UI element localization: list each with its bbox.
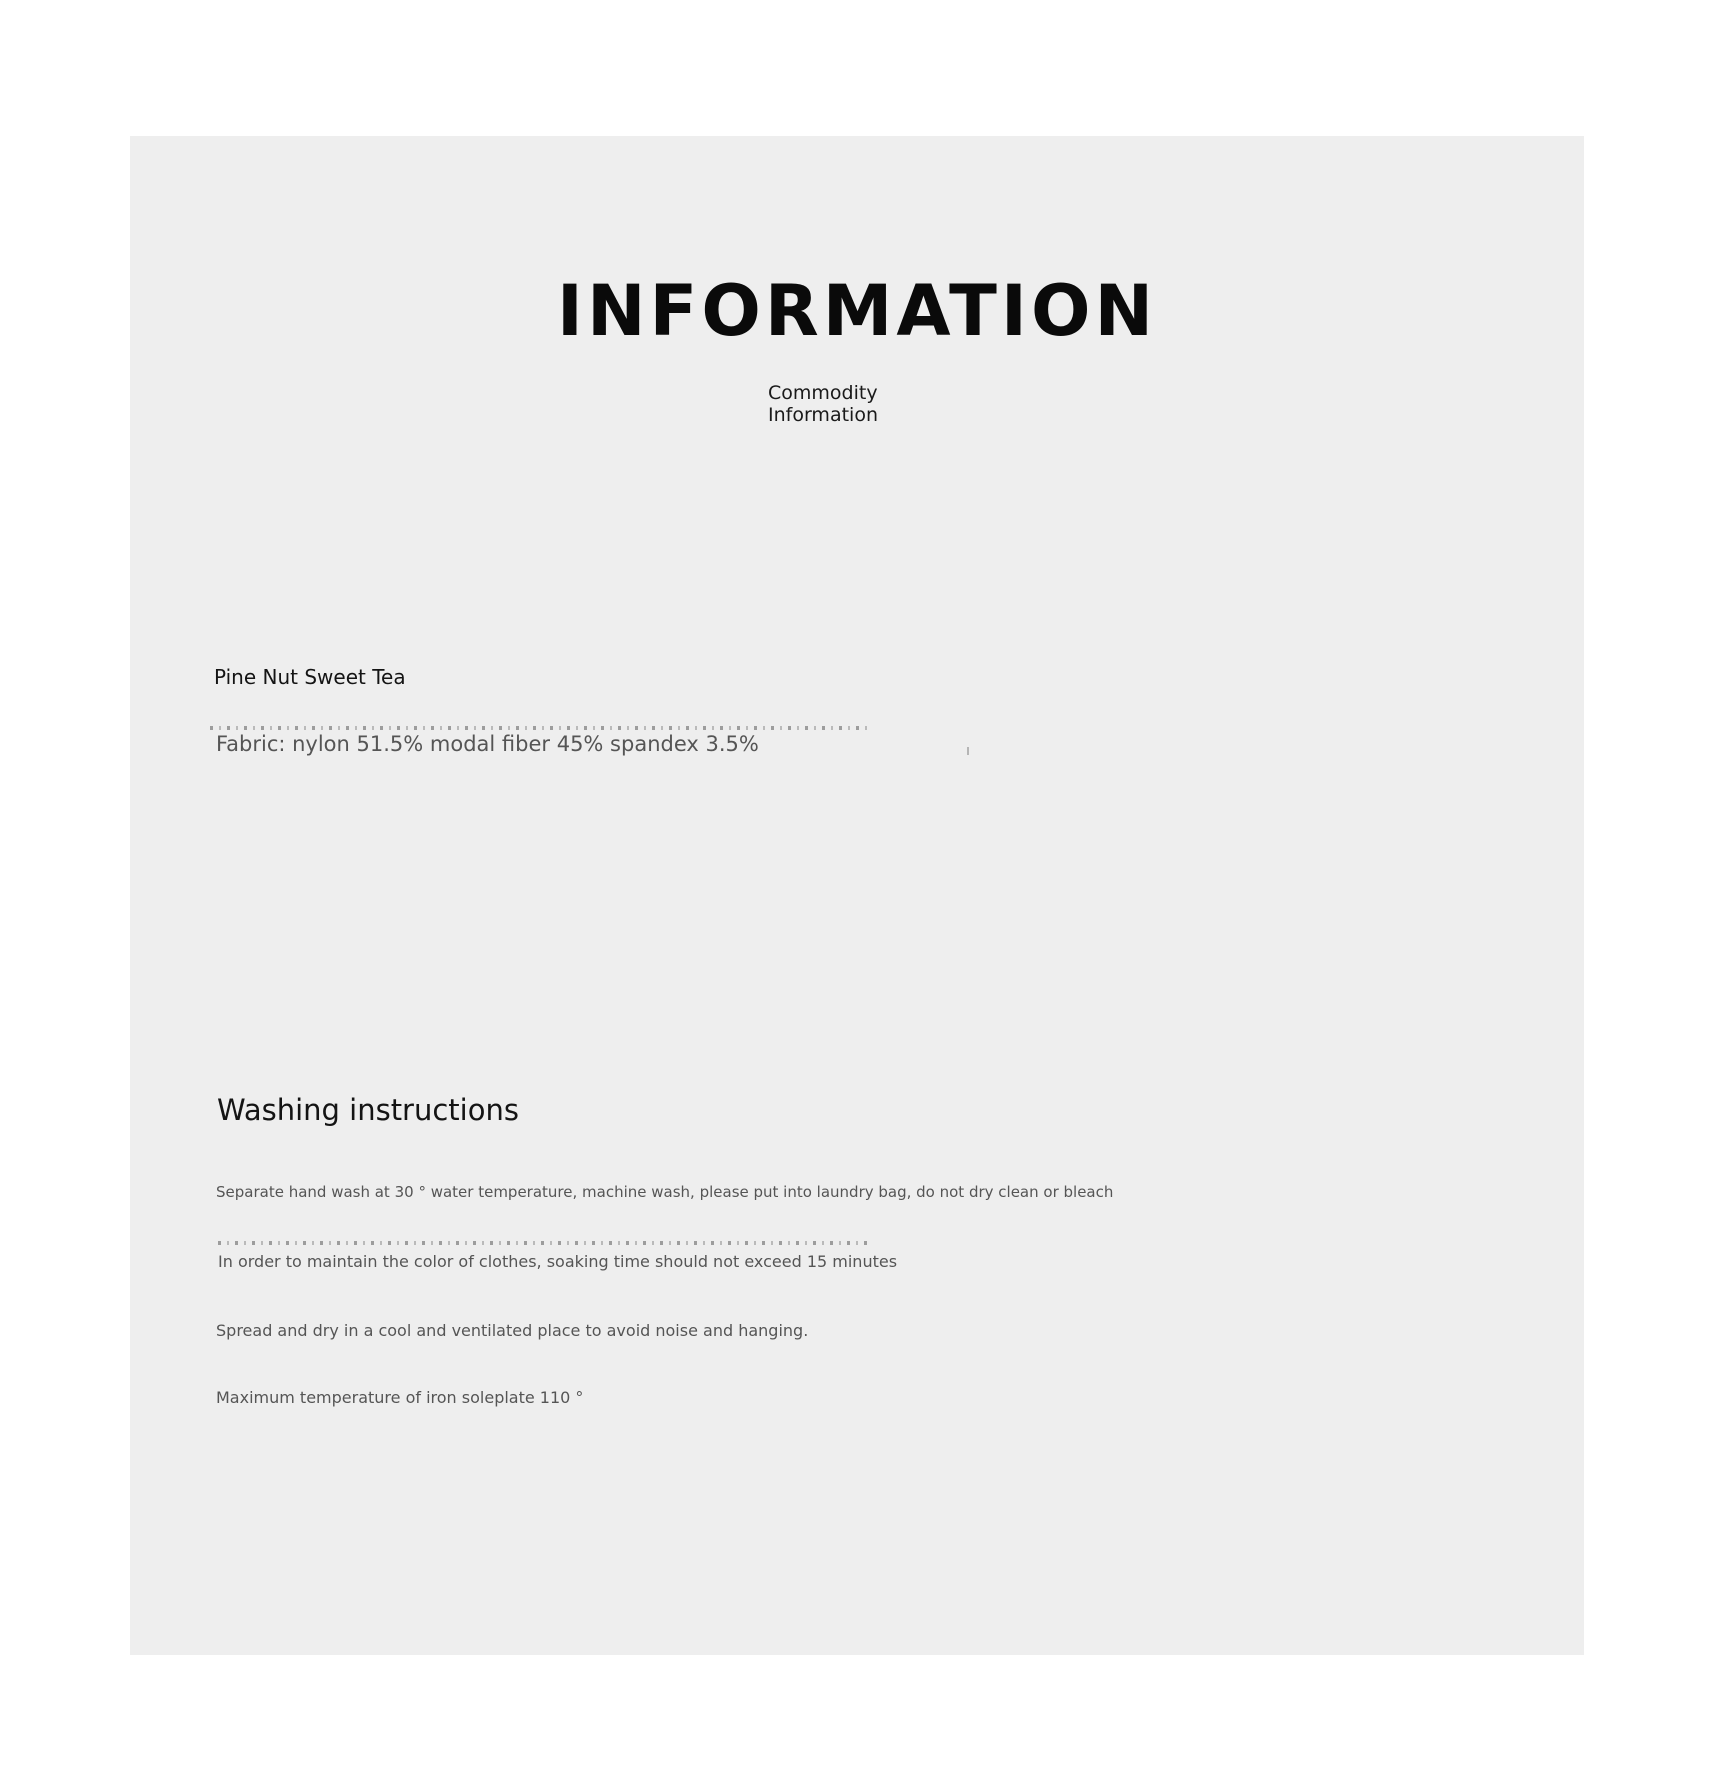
fabric-composition: Fabric: nylon 51.5% modal fiber 45% spandex 3.5%	[216, 732, 759, 756]
faded-text-artifact	[218, 1241, 868, 1245]
faded-text-artifact	[210, 726, 870, 730]
washing-instructions-heading: Washing instructions	[217, 1093, 519, 1127]
product-name: Pine Nut Sweet Tea	[214, 665, 406, 689]
washing-instruction: Maximum temperature of iron soleplate 110 °	[216, 1388, 584, 1407]
washing-instruction: Spread and dry in a cool and ventilated place to avoid noise and hanging.	[216, 1321, 809, 1340]
page-subtitle: Commodity Information	[768, 382, 878, 426]
washing-instruction: Separate hand wash at 30 ° water temperature, machine wash, please put into laundry bag, do not dry clean or bleach	[216, 1183, 1114, 1201]
stray-mark	[967, 747, 969, 755]
page-title: INFORMATION	[556, 270, 1158, 352]
information-panel	[130, 136, 1584, 1655]
washing-instruction: In order to maintain the color of clothes, soaking time should not exceed 15 minutes	[218, 1252, 898, 1271]
